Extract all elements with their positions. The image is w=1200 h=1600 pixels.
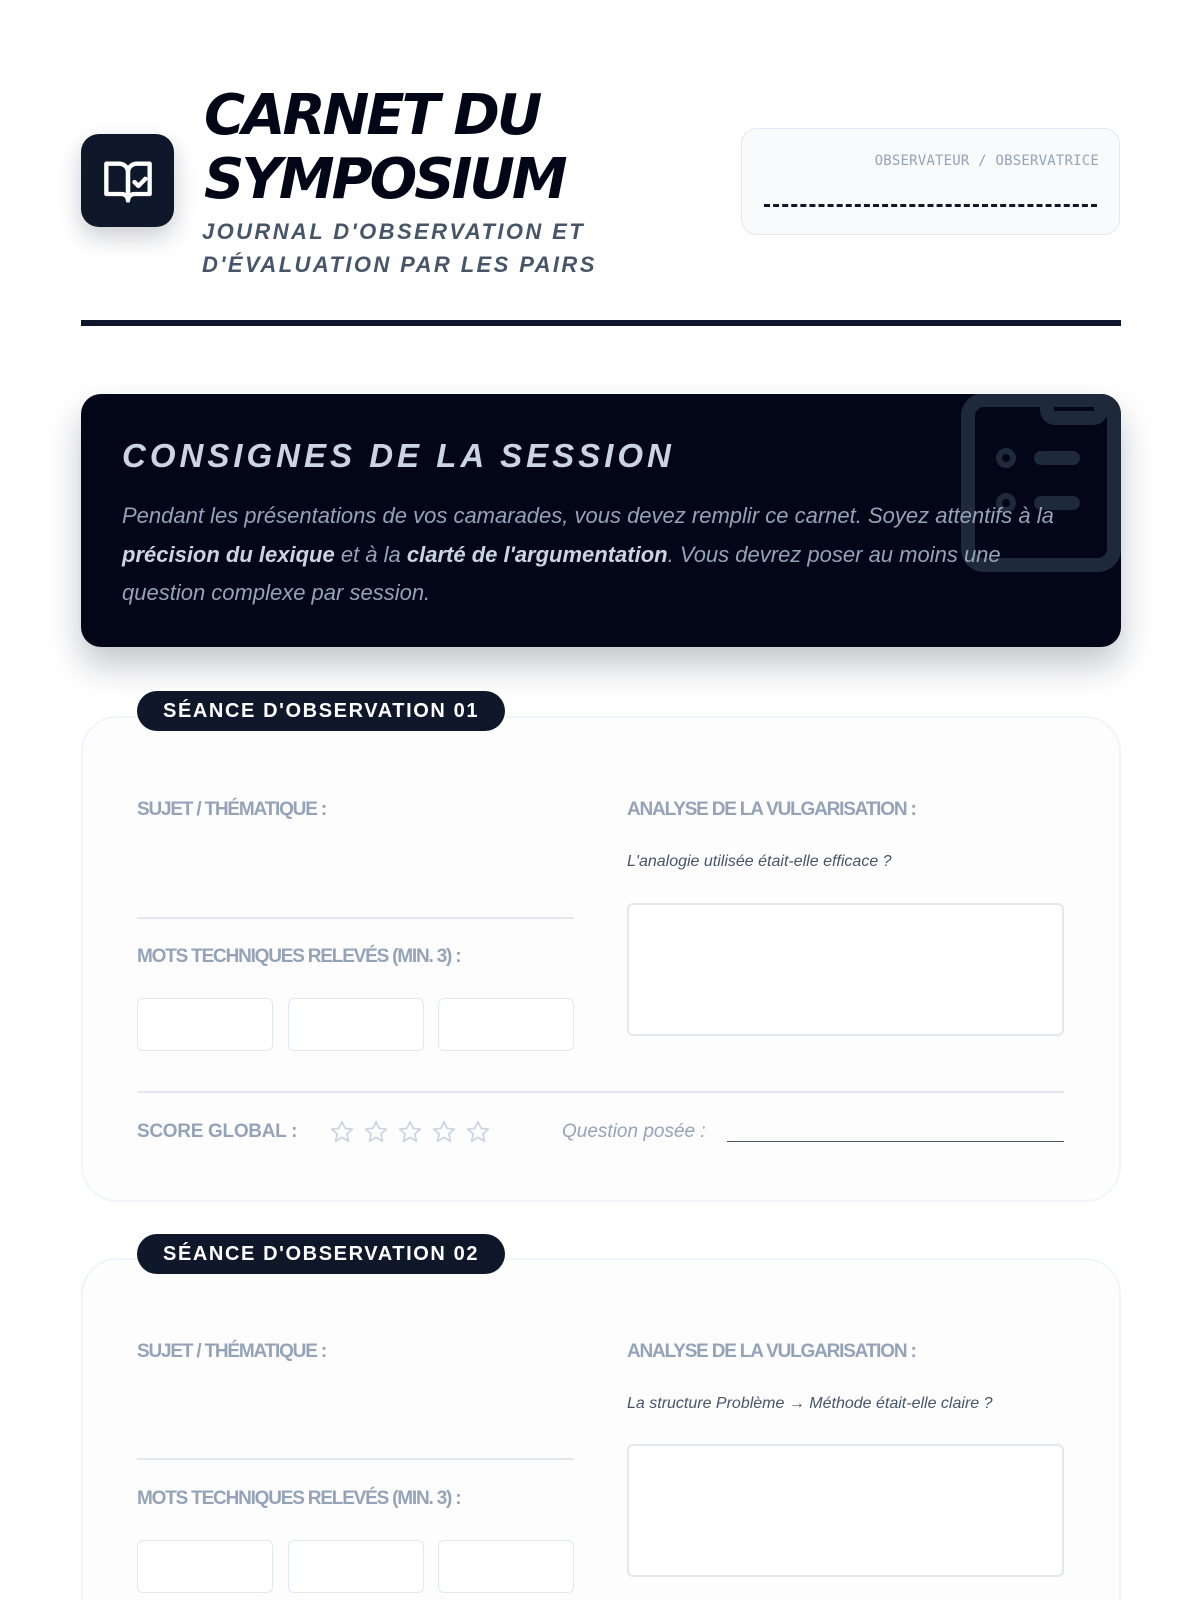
technical-word-field[interactable] bbox=[438, 1540, 574, 1593]
instructions-emphasis: clarté de l'argumentation bbox=[406, 541, 668, 567]
star-icon[interactable] bbox=[329, 1119, 355, 1145]
instructions-title: CONSIGNES DE LA SESSION bbox=[122, 437, 675, 474]
session-title-badge: SÉANCE D'OBSERVATION 02 bbox=[137, 1234, 505, 1274]
question-input-line[interactable] bbox=[727, 1141, 1064, 1142]
analysis-hint: L'analogie utilisée était-elle efficace ? bbox=[627, 853, 892, 870]
analysis-textarea[interactable] bbox=[627, 903, 1064, 1036]
subtitle-line-2: D'ÉVALUATION PAR LES PAIRS bbox=[202, 252, 597, 277]
star-icon[interactable] bbox=[465, 1119, 491, 1145]
instructions-text-part: . Vous devrez poser au moins une question complexe par session. bbox=[122, 541, 1001, 605]
analysis-textarea[interactable] bbox=[627, 1444, 1064, 1577]
star-icon[interactable] bbox=[363, 1119, 389, 1145]
score-label: SCORE GLOBAL : bbox=[137, 1121, 298, 1142]
subject-label: SUJET / THÉMATIQUE : bbox=[137, 1341, 326, 1362]
observer-field[interactable] bbox=[741, 128, 1120, 235]
star-icon[interactable] bbox=[397, 1119, 423, 1145]
session-title-badge: SÉANCE D'OBSERVATION 01 bbox=[137, 691, 505, 731]
book-check-icon bbox=[81, 134, 174, 227]
technical-word-field[interactable] bbox=[137, 998, 273, 1051]
technical-words-label: MOTS TECHNIQUES RELEVÉS (MIN. 3) : bbox=[137, 946, 461, 967]
subject-label: SUJET / THÉMATIQUE : bbox=[137, 799, 326, 820]
subject-input-line[interactable] bbox=[137, 1458, 574, 1460]
instructions-text-part: Pendant les présentations de vos camarades, vous devez remplir ce carnet. Soyez attentifs à la bbox=[122, 503, 1054, 528]
header-divider bbox=[81, 320, 1121, 326]
instructions-text bbox=[122, 497, 1082, 613]
page-title bbox=[204, 84, 565, 212]
analysis-label: ANALYSE DE LA VULGARISATION : bbox=[627, 1341, 916, 1362]
section-divider bbox=[137, 1091, 1064, 1093]
star-icon[interactable] bbox=[431, 1119, 457, 1145]
title-line-1: CARNET DU bbox=[204, 83, 540, 148]
instructions-emphasis: précision du lexique bbox=[122, 541, 335, 567]
technical-word-field[interactable] bbox=[288, 998, 424, 1051]
observer-label: OBSERVATEUR / OBSERVATRICE bbox=[874, 153, 1099, 169]
analysis-label: ANALYSE DE LA VULGARISATION : bbox=[627, 799, 916, 820]
technical-word-field[interactable] bbox=[438, 998, 574, 1051]
question-label: Question posée : bbox=[562, 1121, 706, 1142]
technical-word-field[interactable] bbox=[288, 1540, 424, 1593]
subtitle-line-1: JOURNAL D'OBSERVATION ET bbox=[202, 219, 586, 244]
technical-word-field[interactable] bbox=[137, 1540, 273, 1593]
observer-name-line[interactable] bbox=[764, 204, 1097, 207]
title-line-2: SYMPOSIUM bbox=[204, 147, 565, 212]
star-rating[interactable] bbox=[329, 1119, 491, 1145]
page-subtitle bbox=[202, 215, 597, 281]
instructions-panel bbox=[81, 394, 1121, 647]
instructions-text-part: et à la bbox=[334, 541, 407, 567]
subject-input-line[interactable] bbox=[137, 917, 574, 919]
analysis-hint: La structure Problème → Méthode était-elle claire ? bbox=[627, 1395, 993, 1412]
technical-words-label: MOTS TECHNIQUES RELEVÉS (MIN. 3) : bbox=[137, 1488, 461, 1509]
